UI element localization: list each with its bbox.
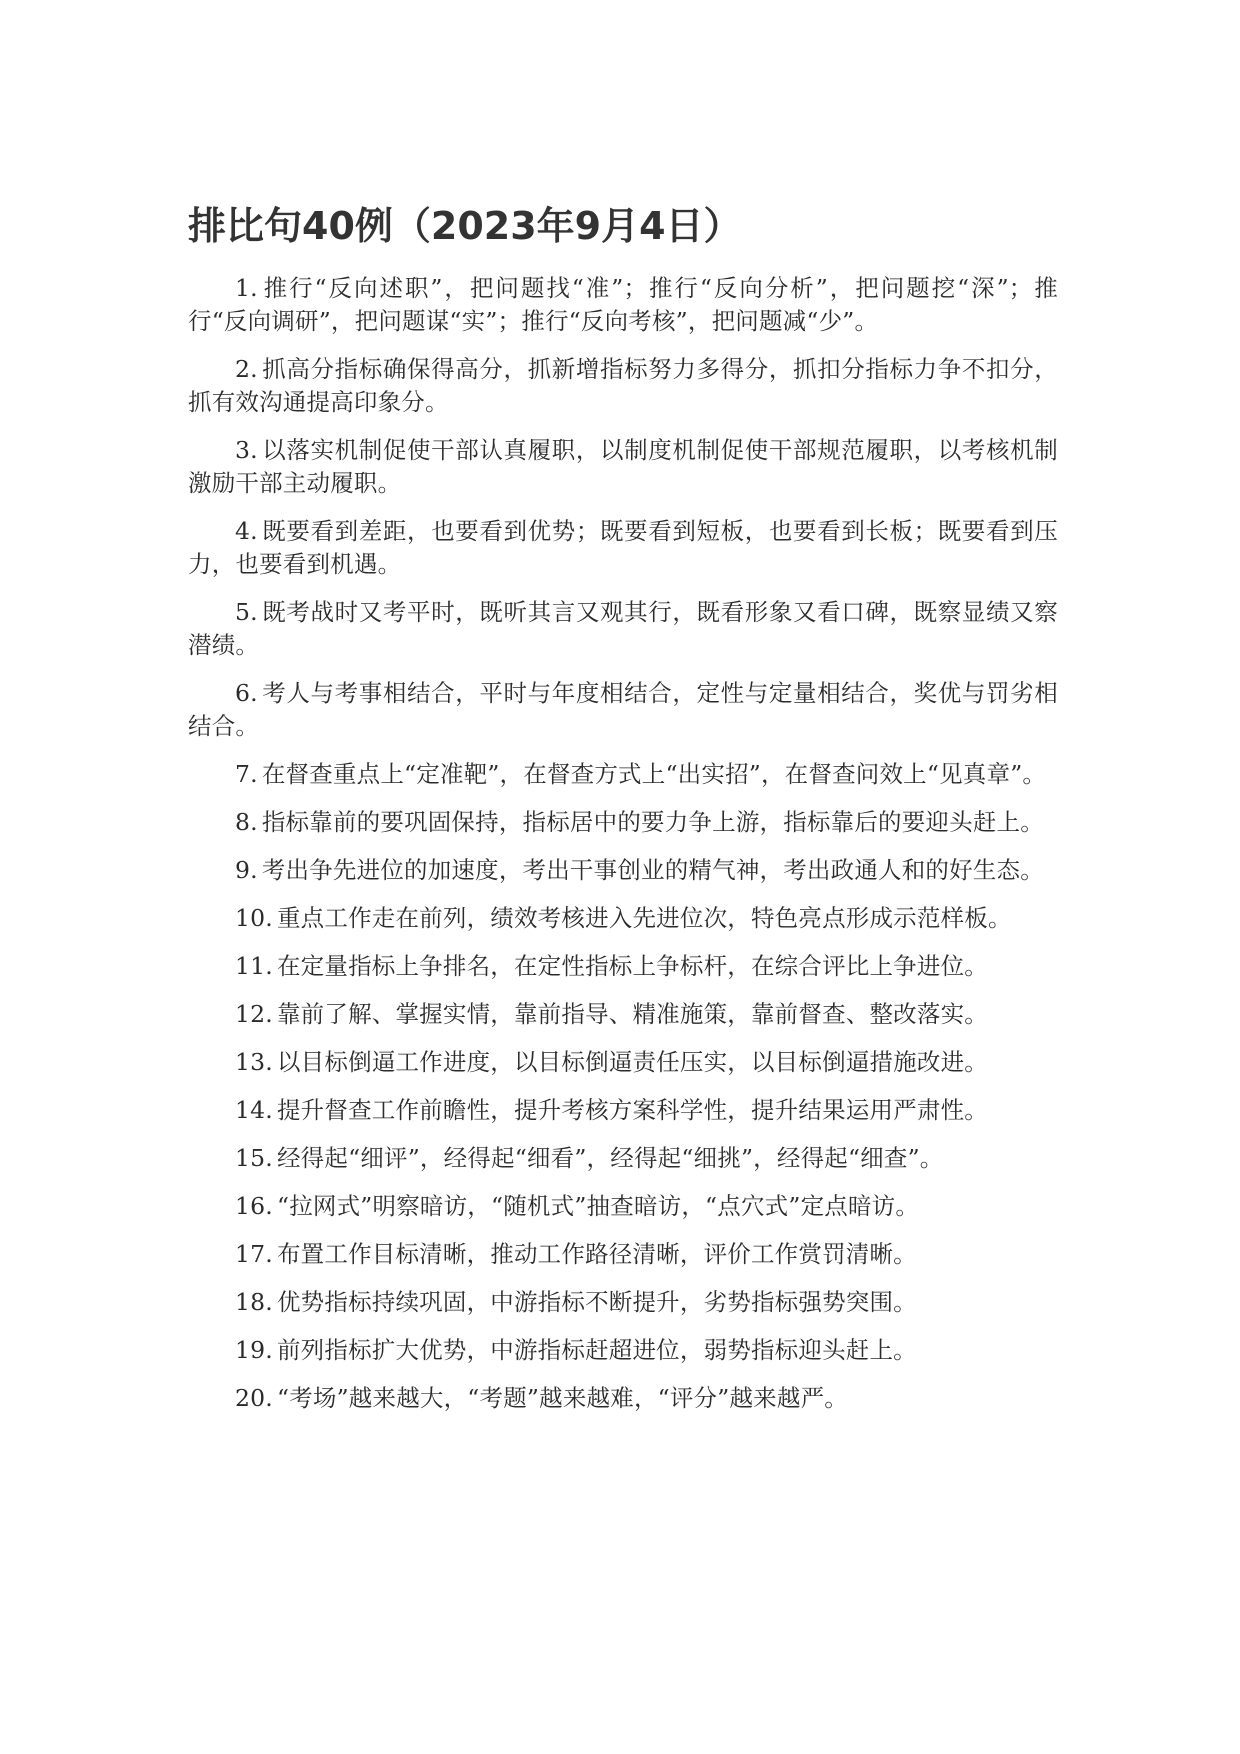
item-text: 指标靠前的要巩固保持，指标居中的要力争上游，指标靠后的要迎头赶上。: [261, 808, 1044, 836]
item-text: 既考战时又考平时，既听其言又观其行，既看形象又看口碑，既察显绩又察潜绩。: [188, 598, 1058, 659]
item-number: 11.: [235, 952, 273, 980]
item-text: 经得起“细评”，经得起“细看”，经得起“细挑”，经得起“细查”。: [276, 1144, 944, 1172]
item-number: 14.: [235, 1096, 273, 1124]
item-number: 9.: [235, 856, 258, 884]
item-text: 考人与考事相结合，平时与年度相结合，定性与定量相结合，奖优与罚劣相结合。: [188, 679, 1058, 740]
item-number: 6.: [235, 679, 258, 707]
item-number: 12.: [235, 1000, 273, 1028]
list-item: [188, 1094, 1058, 1127]
item-text: 推行“反向述职”，把问题找“准”；推行“反向分析”，把问题挖“深”；推行“反向调研”，把问题谋“实”；推行“反向考核”，把问题减“少”。: [188, 274, 1058, 335]
list-item: [188, 1142, 1058, 1175]
item-number: 7.: [235, 760, 258, 788]
item-number: 8.: [235, 808, 258, 836]
item-number: 18.: [235, 1288, 273, 1316]
item-number: 13.: [235, 1048, 273, 1076]
item-number: 4.: [235, 517, 258, 545]
item-text: 以目标倒逼工作进度，以目标倒逼责任压实，以目标倒逼措施改进。: [276, 1048, 988, 1076]
item-text: 重点工作走在前列，绩效考核进入先进位次，特色亮点形成示范样板。: [276, 904, 1012, 932]
list-item: [188, 434, 1058, 500]
item-text: 考出争先进位的加速度，考出干事创业的精气神，考出政通人和的好生态。: [261, 856, 1044, 884]
item-text: 靠前了解、掌握实情，靠前指导、精准施策，靠前督查、整改落实。: [276, 1000, 988, 1028]
list-item: [188, 1190, 1058, 1223]
list-item: [188, 1286, 1058, 1319]
list-item: [188, 854, 1058, 887]
item-number: 10.: [235, 904, 273, 932]
item-text: “拉网式”明察暗访，“随机式”抽查暗访，“点穴式”定点暗访。: [276, 1192, 920, 1220]
list-item: [188, 806, 1058, 839]
list-item: [188, 950, 1058, 983]
list-item: [188, 353, 1058, 419]
item-text: 提升督查工作前瞻性，提升考核方案科学性，提升结果运用严肃性。: [276, 1096, 988, 1124]
document-page: [188, 200, 1058, 1430]
item-number: 17.: [235, 1240, 273, 1268]
item-number: 20.: [235, 1384, 273, 1412]
list-item: [188, 902, 1058, 935]
item-number: 2.: [235, 355, 258, 383]
list-item: [188, 1334, 1058, 1367]
item-text: “考场”越来越大，“考题”越来越难，“评分”越来越严。: [276, 1384, 848, 1412]
item-list: [188, 272, 1058, 1415]
list-item: [188, 758, 1058, 791]
document-title: 排比句40例（2023年9月4日）: [188, 204, 742, 248]
item-number: 16.: [235, 1192, 273, 1220]
list-item: [188, 272, 1058, 338]
item-text: 既要看到差距，也要看到优势；既要看到短板，也要看到长板；既要看到压力，也要看到机遇。: [188, 517, 1058, 578]
list-item: [188, 1046, 1058, 1079]
item-text: 在督查重点上“定准靶”，在督查方式上“出实招”，在督查问效上“见真章”。: [261, 760, 1047, 788]
item-text: 布置工作目标清晰，推动工作路径清晰，评价工作赏罚清晰。: [276, 1240, 917, 1268]
list-item: [188, 515, 1058, 581]
item-number: 5.: [235, 598, 258, 626]
list-item: [188, 596, 1058, 662]
item-number: 15.: [235, 1144, 273, 1172]
item-text: 以落实机制促使干部认真履职，以制度机制促使干部规范履职，以考核机制激励干部主动履职。: [188, 436, 1058, 497]
item-text: 抓高分指标确保得高分，抓新增指标努力多得分，抓扣分指标力争不扣分，抓有效沟通提高印象分。: [188, 355, 1058, 416]
item-text: 在定量指标上争排名，在定性指标上争标杆，在综合评比上争进位。: [276, 952, 988, 980]
list-item: [188, 1238, 1058, 1271]
list-item: [188, 998, 1058, 1031]
item-text: 前列指标扩大优势，中游指标赶超进位，弱势指标迎头赶上。: [276, 1336, 917, 1364]
list-item: [188, 1382, 1058, 1415]
list-item: [188, 677, 1058, 743]
item-number: 3.: [235, 436, 258, 464]
item-text: 优势指标持续巩固，中游指标不断提升，劣势指标强势突围。: [276, 1288, 917, 1316]
item-number: 1.: [235, 274, 258, 302]
item-number: 19.: [235, 1336, 273, 1364]
